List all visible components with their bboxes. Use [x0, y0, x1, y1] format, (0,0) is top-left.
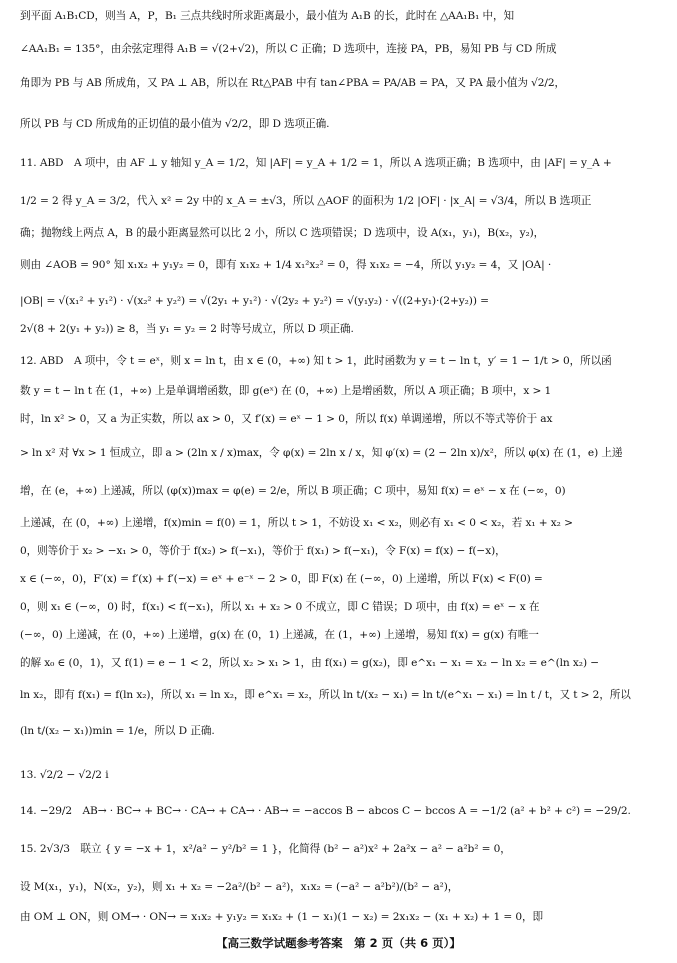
text-line: 0，则 x₁ ∈ (−∞，0) 时，f(x₁) < f(−x₁)，所以 x₁ + x₂ > 0 不成立，即 C 错误；D 项中，由 f(x) = eˣ − x 在 — [20, 601, 540, 613]
text-line: 到平面 A₁B₁CD，则当 A，P，B₁ 三点共线时所求距离最小，最小值为 A₁B 的长，此时在 △AA₁B₁ 中，知 — [20, 10, 515, 22]
text-line: 数 y = t − ln t 在 (1，+∞) 上是单调增函数，即 g(eˣ) 在 (0，+∞) 上是增函数，所以 A 项正确；B 项中，x > 1 — [20, 385, 552, 397]
problem-11-line: 11. ABD A 项中，由 AF ⊥ y 轴知 y_A = 1/2，知 |AF| = y_A + 1/2 = 1，所以 A 选项正确；B 选项中，由 |AF| = y_A + — [20, 157, 612, 169]
text-line: 1/2 = 2 得 y_A = 3/2，代入 x² = 2y 中的 x_A = ±√3，所以 △AOF 的面积为 1/2 |OF| · |x_A| = √3/4，所以 B 选项正 — [20, 195, 592, 207]
text-line: 设 M(x₁，y₁)，N(x₂，y₂)，则 x₁ + x₂ = −2a²/(b² − a²)，x₁x₂ = (−a² − a²b²)/(b² − a²)， — [20, 881, 459, 893]
text-line: 增，在 (e，+∞) 上递减，所以 (φ(x))max = φ(e) = 2/e，所以 B 项正确；C 项中，易知 f(x) = eˣ − x 在 (−∞，0) — [20, 485, 566, 497]
text-line: x ∈ (−∞，0)，F′(x) = f′(x) + f′(−x) = eˣ + e⁻ˣ − 2 > 0，即 F(x) 在 (−∞，0) 上递增，所以 F(x) < F(0) = — [20, 573, 543, 585]
problem-14-line: 14. −29/2 AB→ · BC→ + BC→ · CA→ + CA→ · AB→ = −accos B − abcos C − bccos A = −1/2 (a² + b² + c²) = −29/2. — [20, 805, 631, 817]
text-line: ∠AA₁B₁ = 135°，由余弦定理得 A₁B = √(2+√2)，所以 C 正确；D 选项中，连接 PA，PB，易知 PB 与 CD 所成 — [20, 43, 557, 55]
text-line: 由 OM ⊥ ON，则 OM→ · ON→ = x₁x₂ + y₁y₂ = x₁x₂ + (1 − x₁)(1 − x₂) = 2x₁x₂ − (x₁ + x₂) + 1 = 0，即 — [20, 911, 544, 923]
text-line: 所以 PB 与 CD 所成角的正切值的最小值为 √2/2，即 D 选项正确. — [20, 118, 330, 130]
text-line: (−∞，0) 上递减，在 (0，+∞) 上递增，g(x) 在 (0，1) 上递减，在 (1，+∞) 上递增，易知 f(x) = g(x) 有唯一 — [20, 629, 539, 641]
text-line: |OB| = √(x₁² + y₁²) · √(x₂² + y₂²) = √(2y₁ + y₁²) · √(2y₂ + y₂²) = √(y₁y₂) · √((2+y₁)·(2+y₂)) = — [20, 295, 489, 307]
problem-15-line: 15. 2√3/3 联立 { y = −x + 1，x²/a² − y²/b² = 1 }，化简得 (b² − a²)x² + 2a²x − a² − a²b² = 0， — [20, 843, 511, 855]
text-line: 的解 x₀ ∈ (0，1)，又 f(1) = e − 1 < 2，所以 x₂ > x₁ > 1，由 f(x₁) = g(x₂)，即 e^x₁ − x₁ = x₂ − ln x₂ = e^(ln x₂) − — [20, 657, 600, 669]
text-line: ln x₂，即有 f(x₁) = f(ln x₂)，所以 x₁ = ln x₂，即 e^x₁ = x₂，所以 ln t/(x₂ − x₁) = ln t/(e^x₁ − x₁) = ln t / t，又 t > 2，所以 — [20, 689, 631, 701]
text-line: 上递减，在 (0，+∞) 上递增，f(x)min = f(0) = 1，所以 t > 1，不妨设 x₁ < x₂，则必有 x₁ < 0 < x₂，若 x₁ + x₂ > — [20, 517, 573, 529]
text-line: > ln x² 对 ∀x > 1 恒成立，即 a > (2ln x / x)max，令 φ(x) = 2ln x / x，知 φ′(x) = (2 − 2ln x)/x²，所以 φ(x) 在 (1，e) 上递 — [20, 447, 623, 459]
text-line: 则由 ∠AOB = 90° 知 x₁x₂ + y₁y₂ = 0，即有 x₁x₂ + 1/4 x₁²x₂² = 0，得 x₁x₂ = −4，所以 y₁y₂ = 4，又 |OA| · — [20, 259, 552, 271]
text-line: 确；抛物线上两点 A，B 的最小距离显然可以比 2 小，所以 C 选项错误；D 选项中，设 A(x₁，y₁)，B(x₂，y₂)， — [20, 227, 545, 239]
text-line: 时，ln x² > 0，又 a 为正实数，所以 ax > 0，又 f′(x) = eˣ − 1 > 0，所以 f(x) 单调递增，所以不等式等价于 ax — [20, 413, 553, 425]
text-line: (ln t/(x₂ − x₁))min = 1/e，所以 D 正确. — [20, 725, 215, 737]
text-line: 2√(8 + 2(y₁ + y₂)) ≥ 8，当 y₁ = y₂ = 2 时等号成立，所以 D 项正确. — [20, 323, 354, 335]
page-footer: 【高三数学试题参考答案 第 2 页（共 6 页）】 — [216, 936, 461, 950]
problem-13-line: 13. √2/2 − √2/2 i — [20, 769, 109, 781]
problem-12-line: 12. ABD A 项中，令 t = eˣ，则 x = ln t，由 x ∈ (0，+∞) 知 t > 1，此时函数为 y = t − ln t，y′ = 1 − 1/t > 0，所以函 — [20, 355, 612, 367]
text-line: 0，则等价于 x₂ > −x₁ > 0，等价于 f(x₂) > f(−x₁)，等价于 f(x₁) > f(−x₁)，令 F(x) = f(x) − f(−x)， — [20, 545, 506, 557]
text-line: 角即为 PB 与 AB 所成角，又 PA ⊥ AB，所以在 Rt△PAB 中有 tan∠PBA = PA/AB = PA，又 PA 最小值为 √2/2， — [20, 77, 566, 89]
